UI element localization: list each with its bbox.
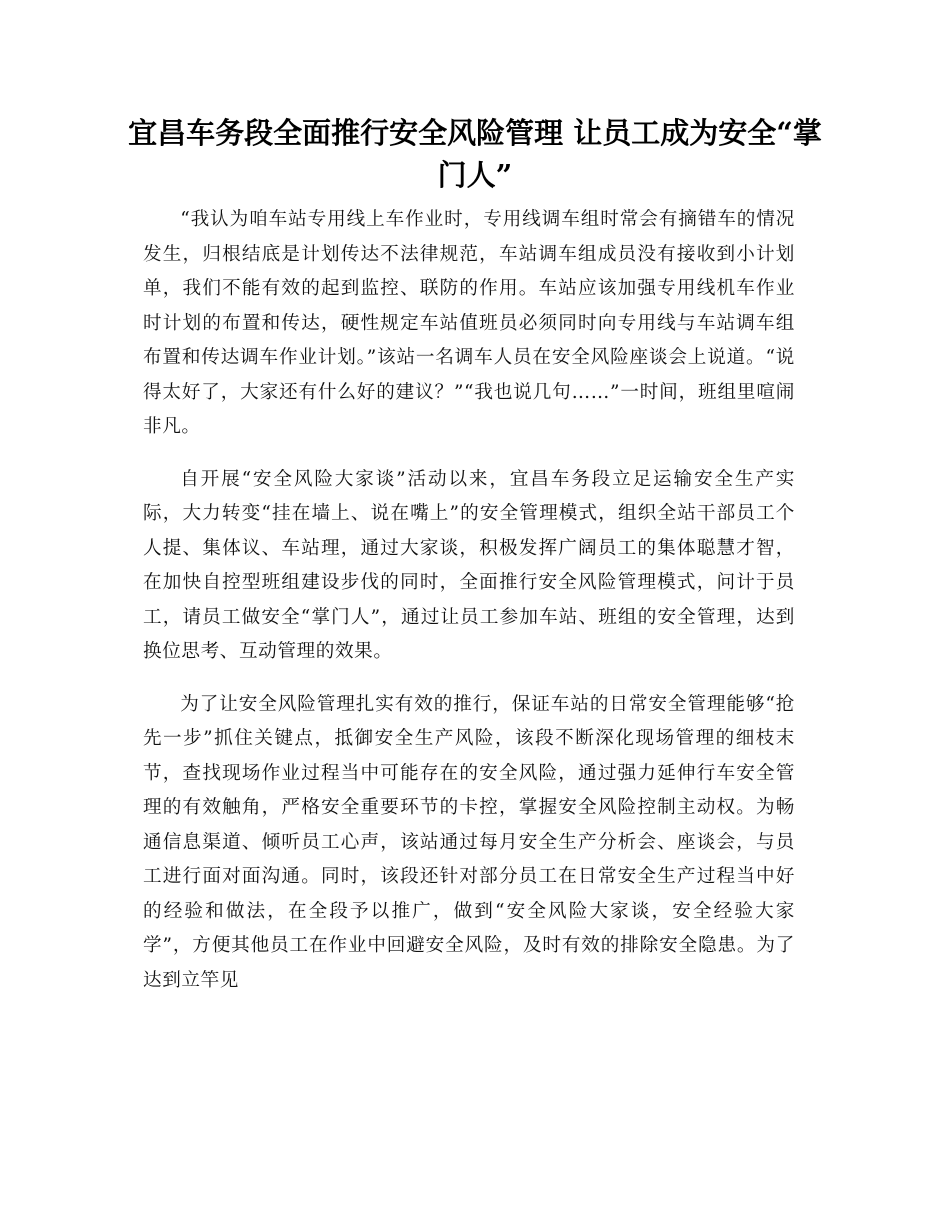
paragraph-3: 为了让安全风险管理扎实有效的推行，保证车站的日常安全管理能够“抢先一步”抓住关键点，抵御安全生产风险，该段不断深化现场管理的细枝末节，查找现场作业过程当中可能存在的安全风险，通过强力延伸行车安全管理的有效触角，严格安全重要环节的卡控，掌握安全风险控制主动权。为畅通信息渠道、倾听员工心声，该站通过每月安全生产分析会、座谈会，与员工进行面对面沟通。同时，该段还针对部分员工在日常安全生产过程当中好的经验和做法，在全段予以推广，做到“安全风险大家谈，安全经验大家学”，方便其他员工在作业中回避安全风险，及时有效的排除安全隐患。为了达到立竿见 bbox=[143, 693, 795, 991]
paragraph-1: “我认为咱车站专用线上车作业时，专用线调车组时常会有摘错车的情况发生，归根结底是计划传达不法律规范，车站调车组成员没有接收到小计划单，我们不能有效的起到监控、联防的作用。车站应该加强专用线机车作业时计划的布置和传达，硬性规定车站值班员必须同时向专用线与车站调车组布置和传达调车作业计划。”该站一名调车人员在安全风险座谈会上说道。“说得太好了，大家还有什么好的建议？”“我也说几句……”一时间，班组里喧闹非凡。 bbox=[143, 209, 795, 437]
document-body bbox=[143, 203, 795, 1016]
paragraph-2: 自开展“安全风险大家谈”活动以来，宜昌车务段立足运输安全生产实际，大力转变“挂在墙上、说在嘴上”的安全管理模式，组织全站干部员工个人提、集体议、车站理，通过大家谈，积极发挥广阔员工的集体聪慧才智，在加快自控型班组建设步伐的同时，全面推行安全风险管理模式，问计于员工，请员工做安全“掌门人”，通过让员工参加车站、班组的安全管理，达到换位思考、互动管理的效果。 bbox=[143, 468, 795, 662]
document-title: 宜昌车务段全面推行安全风险管理 让员工成为安全“掌门人” bbox=[128, 116, 822, 192]
